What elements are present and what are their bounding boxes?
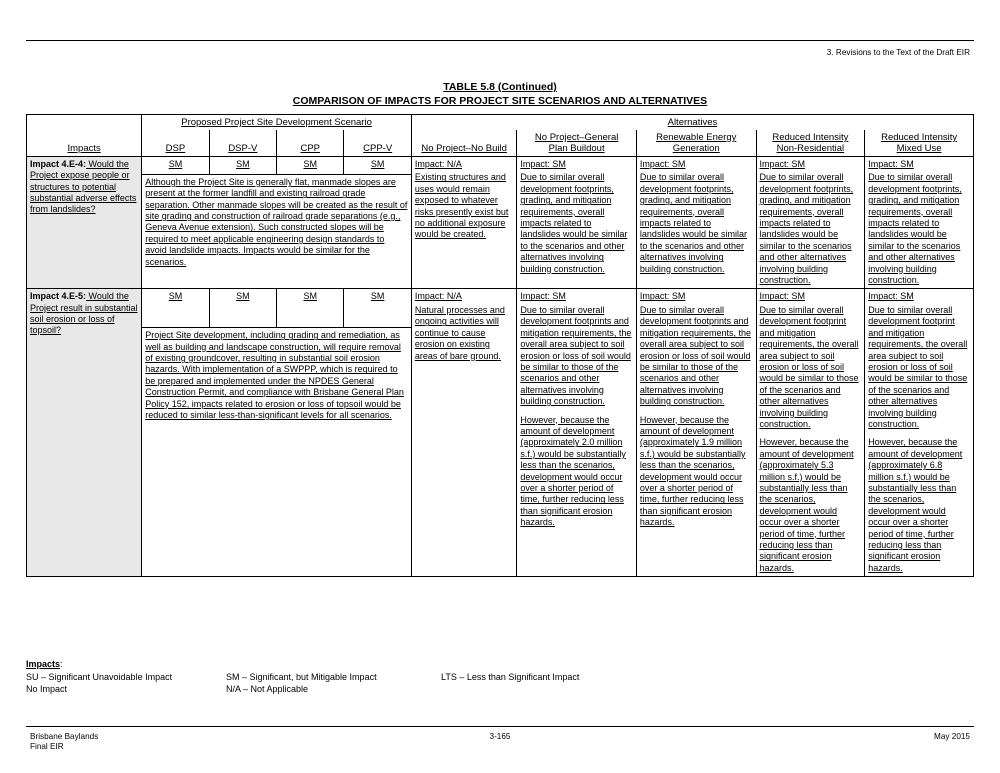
- legend-blank: [441, 683, 701, 696]
- header-col-renewable-energy: Renewable Energy Generation: [636, 130, 756, 157]
- cell-cpp-4e5: SM: [277, 289, 344, 328]
- legend-title: Impacts:: [26, 659, 63, 669]
- impact-label: Impact: SM: [520, 159, 566, 169]
- cell-renewable-energy-4e5: [636, 289, 756, 577]
- header-col-no-project-general-plan: No Project–General Plan Buildout: [517, 130, 637, 157]
- impact-paragraph: Natural processes and ongoing activities will continue to cause erosion on existing areas of bare ground.: [414, 304, 505, 361]
- impact-label: Impact: SM: [520, 291, 566, 302]
- legend-row-2: [26, 683, 726, 696]
- row-label-impact-4e4: [27, 157, 142, 289]
- impact-paragraph: Existing structures and uses would remain exposed to whatever risks presently exist but no additional exposure would be created.: [414, 172, 509, 240]
- impact-label: Impact: SM: [868, 159, 914, 169]
- impact-label: Impact: SM: [639, 159, 686, 169]
- header-divider: [26, 40, 974, 41]
- cell-reduced-intensity-mixed-use-4e4: [865, 157, 974, 289]
- row-label-text: Would the Project result in substantial soil erosion or loss of topsoil?: [30, 291, 138, 336]
- impact-label: Impact: N/A: [414, 159, 462, 169]
- cell-reduced-intensity-non-residential-4e4: [756, 157, 865, 289]
- scenario-narrative-text: Project Site development, including grading and remediation, as well as building and landscape construction, will require removal of existing groundcover, resulting in substantial soil erosion hazards. With implementation of a SWPPP, which is required to be prepared and implemented under the NPDES General Construction Permit, and compliance with Brisbane General Plan Policy 152, impacts related to erosion or loss of topsoil would be reduced to similar less-than-significant levels for all scenarios.: [145, 330, 404, 421]
- cell-reduced-intensity-non-residential-4e5: [756, 289, 865, 577]
- impact-paragraph: Due to similar overall development footprint and mitigation requirements, the overall area subject to soil erosion or loss of soil would be similar to those of the scenarios and other alternatives involving building construction.: [868, 304, 968, 429]
- cell-dsp-4e5: SM: [142, 289, 209, 328]
- cell-no-project-no-build-4e5: [411, 289, 516, 577]
- impact-label: Impact: N/A: [414, 291, 462, 302]
- cell-no-project-no-build-4e4: [411, 157, 516, 289]
- running-head: 3. Revisions to the Text of the Draft EIR: [826, 48, 970, 57]
- row-label-id: Impact 4.E-4:: [30, 159, 87, 169]
- impact-paragraph: However, because the amount of development (approximately 5.3 million s.f.) would be substantially less than the scenarios, development would occur over a shorter period of time, further reducing less than significant erosion hazards.: [759, 437, 854, 573]
- impact-paragraph: However, because the amount of development (approximately 1.9 million s.f.) would be substantially less than the scenarios, development would occur over a shorter period of time, further reducing less than significant erosion hazards.: [639, 414, 746, 528]
- impact-paragraph: Due to similar overall development footprints and mitigation requirements, the overall area subject to soil erosion or loss of soil would be similar to those of the scenarios and other alternatives involving building construction.: [520, 304, 632, 407]
- legend-na: N/A – Not Applicable: [226, 684, 309, 694]
- legend-no-impact: No Impact: [26, 684, 68, 694]
- impact-paragraph: However, because the amount of development (approximately 2.0 million s.f.) would be substantially less than the scenarios, development would occur over a shorter period of time, further reducing less than significant erosion hazards.: [520, 414, 626, 528]
- cell-cpp-v-4e4: SM: [344, 157, 411, 175]
- header-group-scenarios-label: Proposed Project Site Development Scenario: [181, 117, 372, 128]
- header-impacts: [27, 115, 142, 157]
- legend: [26, 658, 726, 696]
- comparison-table: [26, 114, 974, 577]
- cell-no-project-general-plan-4e4: [517, 157, 637, 289]
- impact-paragraph: Due to similar overall development footprints, grading, and mitigation requirements, overall impacts related to landslides would be similar to the scenarios and other alternatives involving building construction.: [520, 172, 628, 274]
- row-label-impact-4e5: [27, 289, 142, 577]
- footer-divider: [26, 726, 974, 727]
- legend-lts: LTS – Less than Significant Impact: [441, 671, 580, 682]
- table-number: TABLE 5.8: [443, 81, 498, 93]
- table-title-line1: [0, 80, 1000, 94]
- header-col-no-project-no-build: No Project–No Build: [411, 130, 516, 157]
- cell-dsp-v-4e4: SM: [209, 157, 276, 175]
- cell-scenario-narrative-4e4: [142, 174, 412, 289]
- legend-row-1: [26, 671, 726, 684]
- header-group-alternatives-label: Alternatives: [667, 117, 718, 128]
- header-col-dsp-v: DSP-V: [209, 130, 276, 157]
- impact-label: Impact: SM: [759, 291, 806, 302]
- legend-su: SU – Significant Unavoidable Impact: [26, 671, 173, 682]
- table-row: [27, 157, 974, 175]
- header-col-dsp: DSP: [142, 130, 209, 157]
- cell-cpp-4e4: SM: [277, 157, 344, 175]
- impact-paragraph: Due to similar overall development footprints, grading, and mitigation requirements, overall impacts related to landslides would be similar to the scenarios and other alternatives involving building construction.: [759, 172, 854, 286]
- footer-page-number: 3-165: [489, 732, 511, 741]
- impact-paragraph: Due to similar overall development footprint and mitigation requirements, the overall area subject to soil erosion or loss of soil would be similar to those of the scenarios and other alternatives involving building construction.: [759, 304, 859, 429]
- header-col-cpp: CPP: [277, 130, 344, 157]
- cell-dsp-4e4: SM: [142, 157, 209, 175]
- header-col-cpp-v: CPP-V: [344, 130, 411, 157]
- impact-paragraph: Due to similar overall development footprints, grading, and mitigation requirements, overall impacts related to landslides would be similar to the scenarios and other alternatives involving building construction.: [639, 172, 747, 274]
- header-impacts-label: Impacts: [67, 143, 101, 154]
- cell-dsp-v-4e5: SM: [209, 289, 276, 328]
- impact-label: Impact: SM: [759, 159, 806, 169]
- table-group-header-row: [27, 115, 974, 131]
- cell-reduced-intensity-mixed-use-4e5: [865, 289, 974, 577]
- footer-doc-name: Final EIR: [30, 742, 64, 751]
- header-col-reduced-intensity-mixed-use: Reduced Intensity Mixed Use: [865, 130, 974, 157]
- impact-paragraph: Due to similar overall development footprints, grading, and mitigation requirements, overall impacts related to landslides would be similar to the scenarios and other alternatives involving building construction.: [868, 172, 962, 286]
- footer-date: May 2015: [934, 732, 970, 741]
- table-title-line2: COMPARISON OF IMPACTS FOR PROJECT SITE SCENARIOS AND ALTERNATIVES: [292, 95, 708, 107]
- header-group-scenarios: [142, 115, 412, 131]
- impact-paragraph: However, because the amount of development (approximately 6.8 million s.f.) would be substantially less than the scenarios, development would occur over a shorter period of time, further reducing less than significant erosion hazards.: [868, 437, 963, 573]
- scenario-narrative-text: Although the Project Site is generally flat, manmade slopes are present at the former landfill and existing railroad grade separation. Other manmade slopes will be created as the result of site grading and construction of railroad grade separations (e.g., Geneva Avenue extension). Such constructed slopes will be required to meet applicable engineering design standards to avoid landslide impacts. Impacts would be similar for the scenarios.: [145, 176, 408, 267]
- legend-sm: SM – Significant, but Mitigable Impact: [226, 671, 377, 682]
- table-title: [0, 80, 1000, 108]
- impact-label: Impact: SM: [639, 291, 686, 302]
- cell-no-project-general-plan-4e5: [517, 289, 637, 577]
- table-continued: (Continued): [497, 81, 557, 93]
- row-label-text: Would the Project expose people or structures to potential substantial adverse effects from landslides?: [30, 159, 137, 215]
- row-label-id: Impact 4.E-5:: [30, 291, 87, 302]
- footer-project-name: Brisbane Baylands: [30, 732, 99, 741]
- header-group-alternatives: [411, 115, 973, 131]
- impact-label: Impact: SM: [868, 291, 914, 302]
- cell-scenario-narrative-4e5: [142, 328, 412, 577]
- table-column-header-row: [27, 130, 974, 157]
- impact-paragraph: Due to similar overall development footprints and mitigation requirements, the overall area subject to soil erosion or loss of soil would be similar to those of the scenarios and other alternatives involving building construction.: [639, 304, 751, 407]
- table-row: [27, 289, 974, 328]
- cell-renewable-energy-4e4: [636, 157, 756, 289]
- cell-cpp-v-4e5: SM: [344, 289, 411, 328]
- header-col-reduced-intensity-non-residential: Reduced Intensity Non-Residential: [756, 130, 865, 157]
